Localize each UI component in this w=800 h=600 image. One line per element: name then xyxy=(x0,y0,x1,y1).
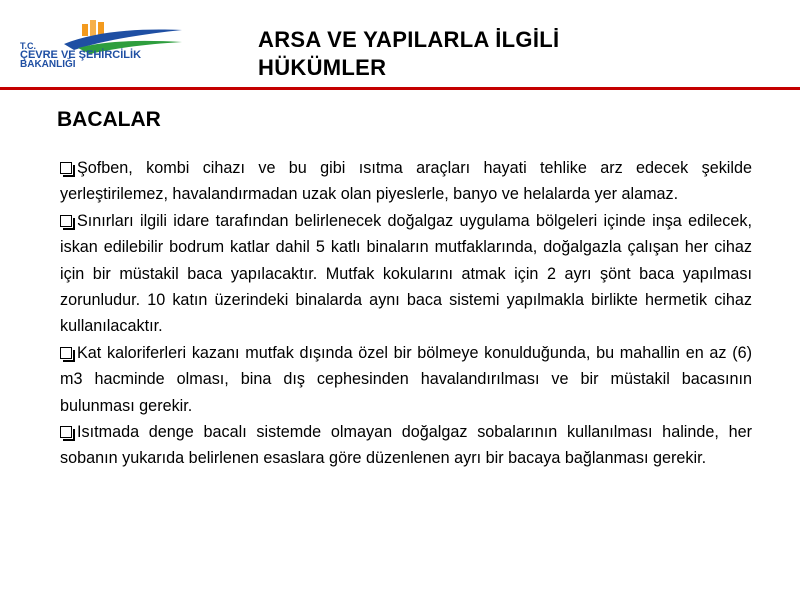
list-item-text: Şofben, kombi cihazı ve bu gibi ısıtma araçları hayati tehlike arz edecek şekilde yerleştirilemez, havalandırmadan uzak olan piyeslerle, banyo ve helalarda yer alamaz. xyxy=(60,159,752,204)
list-item xyxy=(60,155,752,208)
list-item-text: Kat kaloriferleri kazanı mutfak dışında özel bir bölmeye konulduğunda, bu mahallin en az (6) m3 hacminde olması, bina dış cephesinden havalandırılması ve bir müstakil bacasının bulunması gerekir. xyxy=(60,343,752,415)
section-heading: BACALAR xyxy=(57,108,161,131)
checkbox-bullet-icon xyxy=(60,162,72,174)
header-divider xyxy=(0,87,800,90)
logo-line-tc: T.C. xyxy=(20,41,37,51)
page-title-line-2: HÜKÜMLER xyxy=(258,55,387,80)
logo-text xyxy=(20,42,141,69)
list-item xyxy=(60,208,752,340)
checkbox-bullet-icon xyxy=(60,426,72,438)
list-item xyxy=(60,340,752,419)
content-body xyxy=(60,155,752,472)
list-item-text: Isıtmada denge bacalı sistemde olmayan doğalgaz sobalarının kullanılması halinde, her sobanın yukarıda belirlenen esaslara göre düzenlenen ayrı bir bacaya bağlanması gerekir. xyxy=(60,423,752,468)
logo-line-bakanlik: BAKANLIĞI xyxy=(20,59,76,70)
logo-line-ministry: ÇEVRE VE ŞEHİRCİLİK xyxy=(20,49,142,61)
page-title xyxy=(258,26,778,82)
checkbox-bullet-icon xyxy=(60,215,72,227)
list-item-text: Sınırları ilgili idare tarafından belirlenecek doğalgaz uygulama bölgeleri içinde inşa edilecek, iskan edilebilir bodrum katlar dahil 5 katlı binaların mutfaklarında, doğalgazla çalışan her cihaz için bir müstakil baca yapılacaktır. Mutfak kokularını atmak için 2 ayrı şönt baca yapılması zorunludur. 10 katın üzerindeki binalarda aynı baca sistemi yapılmakla birlikte hermetik cihaz kullanılacaktır. xyxy=(60,211,752,336)
checkbox-bullet-icon xyxy=(60,347,72,359)
ministry-logo xyxy=(14,14,184,76)
list-item xyxy=(60,419,752,472)
page-title-line-1: ARSA VE YAPILARLA İLGİLİ xyxy=(258,27,560,52)
